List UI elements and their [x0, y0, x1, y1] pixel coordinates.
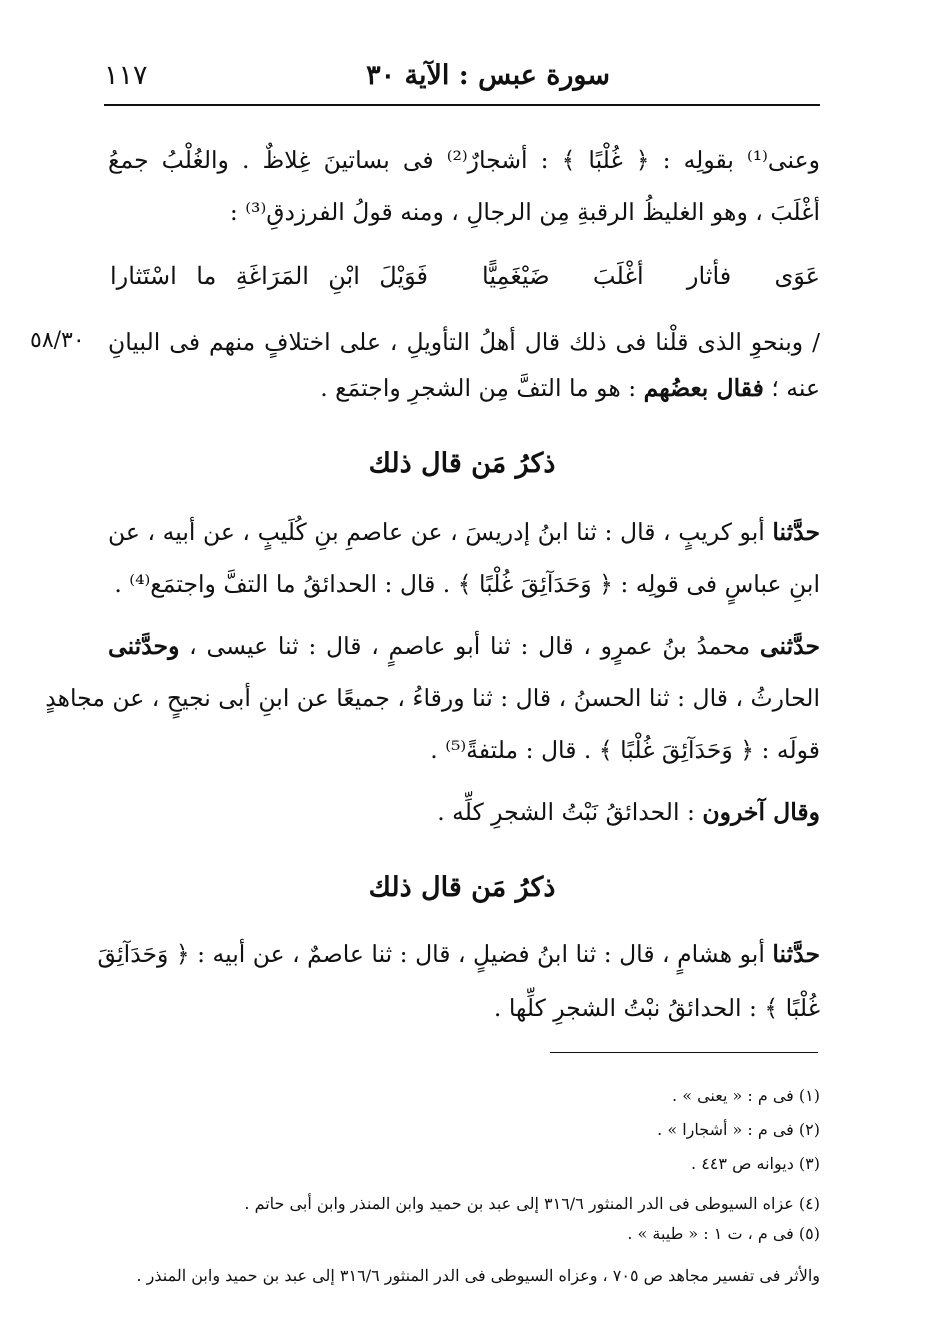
- p3-bold: وقال آخرون: [702, 798, 820, 826]
- p2-text-a: عنه ؛: [771, 374, 820, 402]
- paragraph-2-line-2: [108, 368, 820, 408]
- footnote-4: (٤) عزاه السيوطى فى الدر المنثور ٣١٦/٦ إلى عبد بن حميد وابن المنذر وابن أبى حاتم .: [244, 1194, 820, 1213]
- hadith-2-line-1: [108, 626, 820, 666]
- hadith-3-bold: حدَّثنا: [772, 940, 820, 968]
- footnote-2: (٢) فى م : « أشجارا » .: [657, 1120, 820, 1139]
- margin-reference: ٥٨/٣٠: [30, 328, 85, 353]
- p2-bold: فقال بعضُهم: [643, 374, 764, 402]
- hadith-3-line-2: غُلْبًا ﴾ : الحدائقُ نبْتُ الشجرِ كلِّها .: [493, 994, 820, 1022]
- p3-text: : الحدائقُ نَبْتُ الشجرِ كلِّه .: [437, 798, 695, 826]
- hadith-3-line-1: [97, 934, 820, 974]
- hadith-2-line-2: الحارثُ ، قال : ثنا الحسنُ ، قال : ثنا ورقاءُ ، جميعًا عن ابنِ أبى نجيحٍ ، عن مجاهدٍ: [45, 684, 820, 712]
- running-header: [104, 56, 820, 96]
- paragraph-1-line-2: أغْلَبَ ، وهو الغليظُ الرقبةِ مِن الرجالِ ، ومنه قولُ الفرزدقِ⁽³⁾ :: [229, 198, 820, 226]
- section-heading-2: ذكرُ مَن قال ذلك: [368, 872, 556, 903]
- hadith-1-line-2: ابنِ عباسٍ فى قولِه : ﴿ وَحَدَآئِقَ غُلْبًا ﴾ . قال : الحدائقُ ما التفَّ واجتمَع⁽⁴⁾ .: [114, 570, 820, 598]
- paragraph-1-line-1: وعنى⁽¹⁾ بقولِه : ﴿ غُلْبًا ﴾ : أشجارٌ⁽²⁾ فى بساتينَ غِلاظٌ . والغُلْبُ جمعُ: [108, 146, 820, 174]
- footnote-1: (١) فى م : « يعنى » .: [672, 1086, 820, 1105]
- hadith-1-line-1: [108, 512, 820, 552]
- hadith-1-bold: حدَّثنا: [772, 518, 820, 546]
- page-number: ١١٧: [104, 60, 148, 91]
- footnote-rule: [550, 1052, 818, 1053]
- header-rule: [104, 104, 820, 106]
- poem-first-hemistich: عَوَى فأثار أغْلَبَ ضَيْغَمِيًّا: [482, 262, 820, 290]
- footnote-5: (٥) فى م ، ت ١ : « طيبة » .: [627, 1224, 820, 1243]
- hadith-2-bold: حدَّثنى: [759, 632, 820, 660]
- header-title: سورة عبس : الآية ٣٠: [366, 60, 610, 91]
- hadith-3-text: أبو هشامٍ ، قال : ثنا ابنُ فضيلٍ ، قال : ثنا عاصمٌ ، عن أبيه : ﴿ وَحَدَآئِقَ: [97, 940, 765, 968]
- hadith-2-bold-2: وحدَّثنى: [108, 632, 180, 660]
- hadith-2-line-3: قولَه : ﴿ وَحَدَآئِقَ غُلْبًا ﴾ . قال : ملتفةً⁽⁵⁾ .: [430, 736, 820, 764]
- footnote-3: (٣) ديوانه ص ٤٤٣ .: [691, 1154, 820, 1173]
- hadith-1-text: أبو كريبٍ ، قال : ثنا ابنُ إدريسَ ، عن عاصمِ بنِ كُلَيبٍ ، عن أبيه ، عن: [108, 518, 765, 546]
- poem-second-hemistich: فَوَيْلَ ابْنِ المَرَاغَةِ ما اسْتَثارا: [110, 262, 428, 290]
- hadith-2-text: محمدُ بنُ عمرٍو ، قال : ثنا أبو عاصمٍ ، قال : ثنا عيسى ،: [189, 632, 751, 660]
- p2-text-b: : هو ما التفَّ مِن الشجرِ واجتمَع .: [320, 374, 637, 402]
- footnote-5-continuation: والأثر فى تفسير مجاهد ص ٧٠٥ ، وعزاه السيوطى فى الدر المنثور ٣١٦/٦ إلى عبد بن حميد وابن المنذر .: [136, 1266, 820, 1285]
- section-heading-1: ذكرُ مَن قال ذلك: [368, 448, 556, 479]
- paragraph-3: [108, 792, 820, 832]
- paragraph-2-line-1: / وبنحوِ الذى قلْنا فى ذلك قال أهلُ التأويلِ ، على اختلافٍ منهم فى البيانِ: [108, 328, 820, 356]
